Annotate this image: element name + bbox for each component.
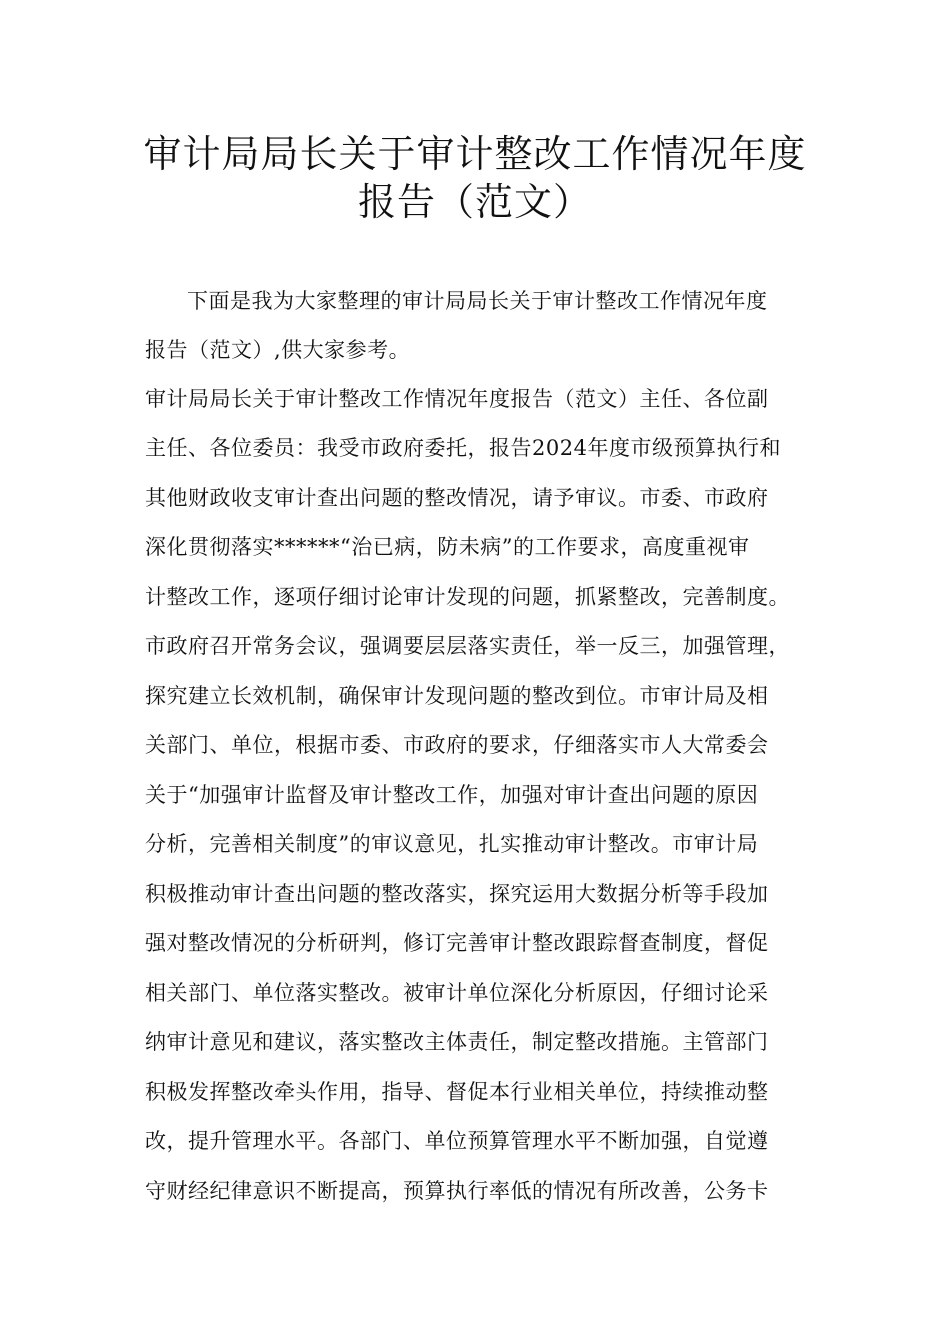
body-text-line: 分析，完善相关制度”的审议意见，扎实推动审计整改。市审计局 (145, 832, 759, 856)
body-text-line: 关于“加强审计监督及审计整改工作，加强对审计查出问题的原因 (145, 783, 759, 807)
body-text-line: 积极推动审计查出问题的整改落实，探究运用大数据分析等手段加 (145, 882, 769, 906)
document-title-line-2: 报告（范文） (357, 180, 592, 224)
body-text-line: 强对整改情况的分析研判，修订完善审计整改跟踪督查制度，督促 (145, 931, 769, 955)
document-title-line-1: 审计局局长关于审计整改工作情况年度 (143, 132, 807, 176)
body-text-line: 主任、各位委员：我受市政府委托，报告2024年度市级预算执行和 (145, 436, 781, 460)
body-text-line: 其他财政收支审计查出问题的整改情况，请予审议。市委、市政府 (145, 486, 769, 510)
body-text-line: 探究建立长效机制，确保审计发现问题的整改到位。市审计局及相 (145, 684, 769, 708)
body-text-line: 审计局局长关于审计整改工作情况年度报告（范文）主任、各位副 (145, 387, 769, 411)
body-text-line: 守财经纪律意识不断提高，预算执行率低的情况有所改善，公务卡 (145, 1179, 769, 1203)
body-text-line: 报告（范文）,供大家参考。 (145, 338, 411, 362)
body-text-line: 改，提升管理水平。各部门、单位预算管理水平不断加强，自觉遵 (145, 1129, 769, 1153)
body-text-line: 关部门、单位，根据市委、市政府的要求，仔细落实市人大常委会 (145, 733, 769, 757)
body-text-line: 市政府召开常务会议，强调要层层落实责任，举一反三，加强管理， (145, 634, 790, 658)
body-text-line: 下面是我为大家整理的审计局局长关于审计整改工作情况年度 (187, 289, 768, 313)
body-text-line: 深化贯彻落实******“治已病，防未病”的工作要求，高度重视审 (145, 535, 750, 559)
body-text-line: 计整改工作，逐项仔细讨论审计发现的问题，抓紧整改，完善制度。 (145, 585, 790, 609)
body-text-line: 相关部门、单位落实整改。被审计单位深化分析原因，仔细讨论采 (145, 981, 769, 1005)
body-text-line: 积极发挥整改牵头作用，指导、督促本行业相关单位，持续推动整 (145, 1080, 769, 1104)
body-text-line: 纳审计意见和建议，落实整改主体责任，制定整改措施。主管部门 (145, 1030, 769, 1054)
